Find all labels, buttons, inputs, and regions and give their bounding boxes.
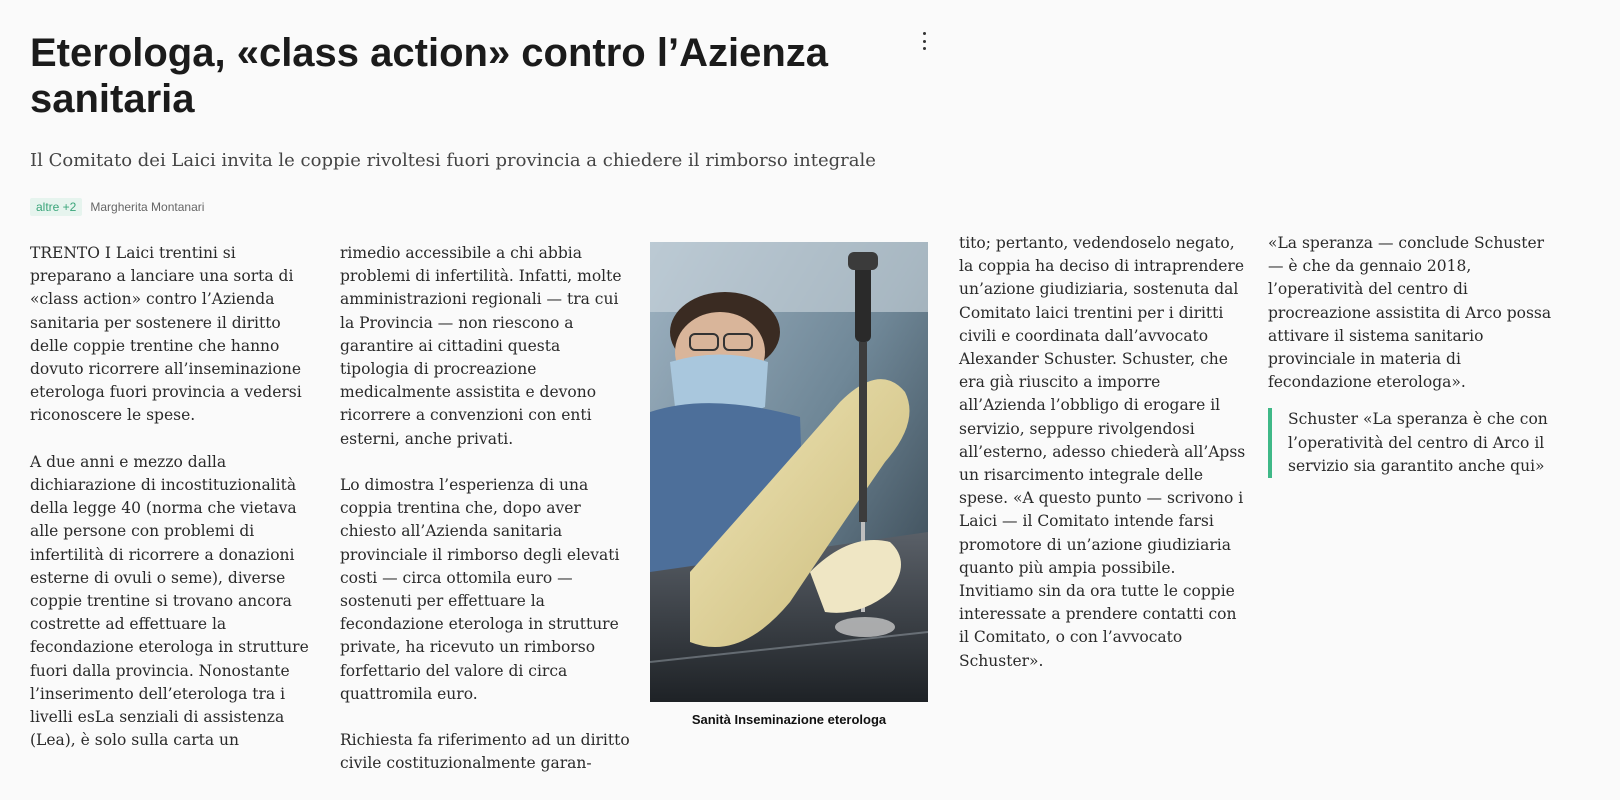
page-title: Eterologa, «class action» contro l’Azienza sanitaria bbox=[30, 31, 829, 121]
article-column-1 bbox=[30, 242, 320, 776]
author-name[interactable]: Margherita Montanari bbox=[90, 200, 205, 214]
article-figure bbox=[650, 242, 928, 727]
article-subtitle: Il Comitato dei Laici invita le coppie rivoltesi fuori provincia a chiedere il rimborso integrale bbox=[30, 150, 876, 171]
lab-photo[interactable] bbox=[650, 242, 928, 702]
byline bbox=[30, 198, 204, 216]
paragraph: Richiesta fa riferimento ad un diritto civile costituzionalmente garan- bbox=[340, 731, 630, 773]
paragraph: tito; pertanto, vedendoselo negato, la coppia ha deciso di intraprendere un’azione giudiziaria, sostenuta dal Comitato laici trentini per i diritti civili e coordinata dall’avvocato Alexander Schuster. Schuster, che era già riuscito a imporre all’Azienda l’obbligo di erogare il servizio, seppure rivolgendosi all’esterno, adesso chiederà all’Apss un risarcimento integrale delle spese. «A questo punto — scrivono i Laici — il Comitato intende farsi promotore di un’azione giudiziaria quanto più ampia possibile. Invitiamo sin da ora tutte le coppie interessate a prendere contatti con il Comitato, o con l’avvocato Schuster». bbox=[959, 234, 1246, 670]
more-options-icon[interactable] bbox=[918, 32, 930, 50]
pull-quote: Schuster «La speranza è che con l’operatività del centro di Arco il servizio sia garantito anche qui» bbox=[1268, 408, 1558, 478]
paragraph: «La speranza — conclude Schuster — è che da gennaio 2018, l’operatività del centro di procreazione assistita di Arco possa attivare il sistema sanitario provinciale in materia di fecondazione eterologa». bbox=[1268, 234, 1552, 392]
more-authors-badge[interactable]: altre +2 bbox=[30, 198, 82, 216]
article-column-2 bbox=[340, 242, 630, 799]
article-column-4 bbox=[1268, 232, 1558, 478]
paragraph: A due anni e mezzo dalla dichiarazione di incostituzionalità della legge 40 (norma che vietava alle persone con problemi di infertilità di ricorrere a donazioni esterne di ovuli o seme), diverse coppie trentine si trovano ancora costrette ad effettuare la fecondazione eterologa in strutture fuori dalla provincia. Nonostante l’inserimento dell’eterologa tra i livelli esLa senziali di assistenza (Lea), è solo sulla carta un bbox=[30, 452, 309, 750]
article-column-3 bbox=[959, 232, 1249, 696]
paragraph: rimedio accessibile a chi abbia problemi di infertilità. Infatti, molte amministrazioni regionali — tra cui la Provincia — non riescono a garantire ai cittadini questa tipologia di procreazione medicalmente assistita e devono ricorrere a convenzioni con enti esterni, anche privati. bbox=[340, 244, 622, 448]
paragraph: TRENTO I Laici trentini si preparano a lanciare una sorta di «class action» contro l’Azienda sanitaria per sostenere il diritto delle coppie trentine che hanno dovuto ricorrere all’inseminazione eterologa fuori provincia a vedersi riconoscere le spese. bbox=[30, 244, 302, 425]
paragraph: Lo dimostra l’esperienza di una coppia trentina che, dopo aver chiesto all’Azienda sanitaria provinciale il rimborso degli elevati costi — circa ottomila euro — sostenuti per effettuare la fecondazione eterologa in strutture private, ha ricevuto un rimborso forfettario del valore di circa quattromila euro. bbox=[340, 476, 620, 703]
figure-caption: Sanità Inseminazione eterologa bbox=[691, 712, 887, 727]
